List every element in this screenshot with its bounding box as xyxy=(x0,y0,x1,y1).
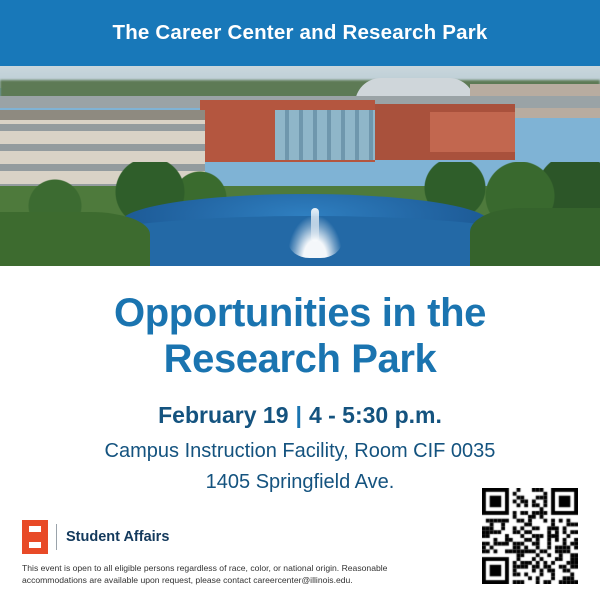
header-band xyxy=(0,0,600,66)
qr-code[interactable] xyxy=(482,488,578,584)
accessibility-disclaimer: This event is open to all eligible persons regardless of race, color, or national origin. Reasonable accommodations are available upon request, please contact careercenter@illinois.edu. xyxy=(22,563,388,586)
logo-text: Student Affairs xyxy=(66,529,170,545)
block-i-icon xyxy=(22,520,48,554)
event-date-time xyxy=(0,402,600,429)
research-park-aerial-photo xyxy=(0,66,600,266)
event-headline xyxy=(0,290,600,383)
photo-glass-facade xyxy=(275,110,375,160)
event-date: February 19 xyxy=(158,402,289,428)
qr-code-canvas[interactable] xyxy=(482,488,578,584)
event-location-line-1: Campus Instruction Facility, Room CIF 0035 xyxy=(104,440,496,462)
photo-fountain-jet xyxy=(311,208,319,242)
photo-right-brick-building-annex xyxy=(430,112,515,152)
event-location-line-2: 1405 Springfield Ave. xyxy=(205,471,395,493)
logo-divider xyxy=(56,524,57,550)
date-time-separator: | xyxy=(295,402,302,428)
header-title: The Career Center and Research Park xyxy=(112,21,488,44)
photo-left-shore xyxy=(0,212,150,266)
headline-line-2: Research Park xyxy=(163,337,437,382)
student-affairs-logo xyxy=(22,520,169,554)
poster-body xyxy=(0,266,600,600)
photo-right-shore xyxy=(470,208,600,266)
headline-line-1: Opportunities in the xyxy=(114,291,486,335)
event-time: 4 - 5:30 p.m. xyxy=(308,402,442,428)
